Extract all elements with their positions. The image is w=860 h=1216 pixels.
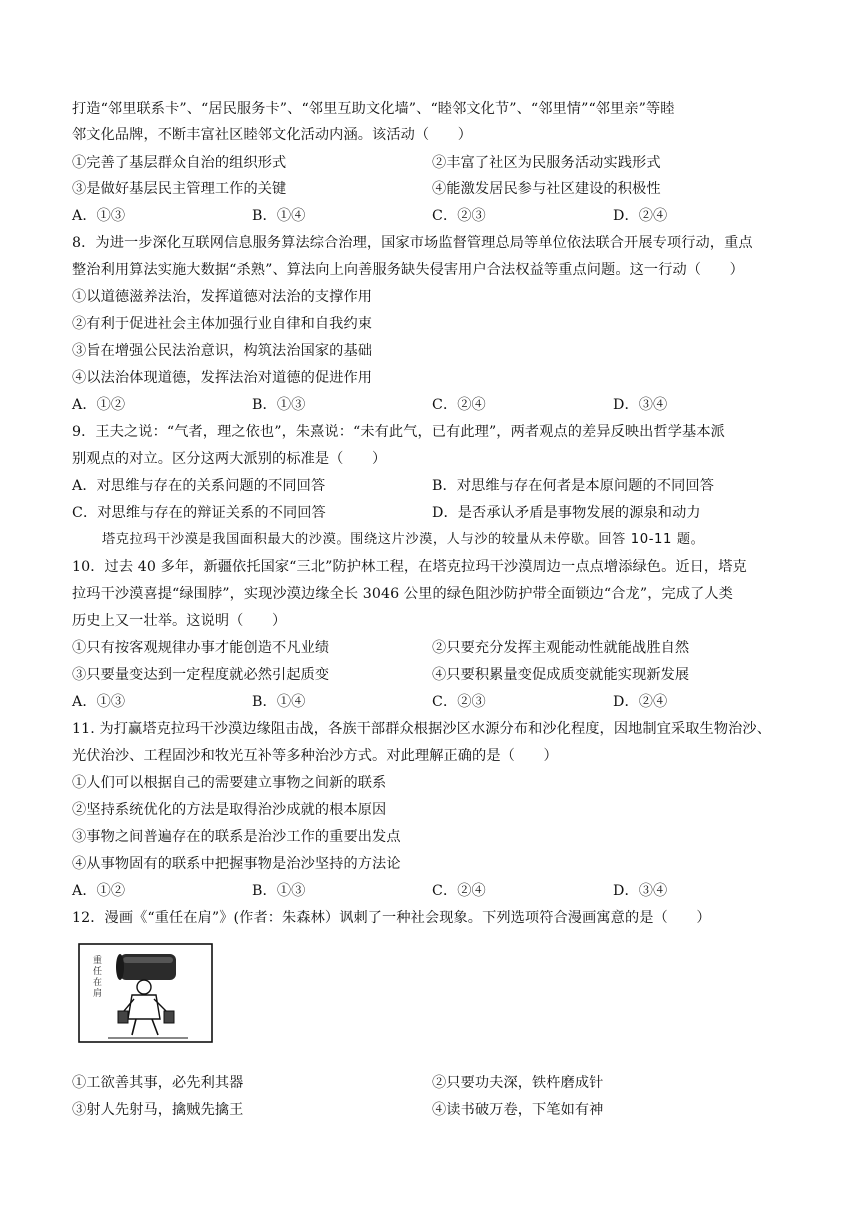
q12-statement-1: ①工欲善其事，必先利其器 [72, 1075, 244, 1091]
q7-statement-1: ①完善了基层群众自治的组织形式 [72, 155, 287, 171]
q8-statement-4: ④以法治体现道德，发挥法治对道德的促进作用 [72, 370, 373, 386]
q8-option-c: C．②④ [432, 397, 486, 413]
q10-statement-1: ①只有按客观规律办事才能创造不凡业绩 [72, 640, 330, 656]
q11-statement-2: ②坚持系统优化的方法是取得治沙成就的根本原因 [72, 802, 387, 818]
q9-option-b: B．对思维与存在何者是本原问题的不同回答 [432, 478, 714, 494]
q7-option-a: A．①③ [72, 208, 126, 224]
q9-option-c: C．对思维与存在的辩证关系的不同回答 [72, 505, 326, 521]
q7-stem-line1: 打造“邻里联系卡”、“居民服务卡”、“邻里互助文化墙”、“睦邻文化节”、“邻里情”“邻里亲”等睦 [72, 101, 675, 117]
svg-text:重任在肩: 重任在肩 [93, 956, 103, 999]
q9-option-a: A．对思维与存在的关系问题的不同回答 [72, 478, 326, 494]
q10-statement-2: ②只要充分发挥主观能动性就能战胜自然 [432, 640, 690, 656]
q7-option-d: D．②④ [613, 208, 668, 224]
q10-option-b: B．①④ [252, 694, 306, 710]
q11-statement-3: ③事物之间普遍存在的联系是治沙工作的重要出发点 [72, 829, 401, 845]
q8-stem-line2: 整治利用算法实施大数据“杀熟”、算法向上向善服务缺失侵害用户合法权益等重点问题。这一行动（ ） [72, 262, 744, 278]
q8-option-a: A．①② [72, 397, 126, 413]
q8-statement-2: ②有利于促进社会主体加强行业自律和自我约束 [72, 316, 373, 332]
q7-statement-4: ④能激发居民参与社区建设的积极性 [432, 181, 661, 197]
q10-stem-line2: 拉玛干沙漠喜提“绿围脖”，实现沙漠边缘全长 3046 公里的绿色阻沙防护带全面锁边“合龙”，完成了人类 [72, 586, 733, 602]
q12-statement-4: ④读书破万卷，下笔如有神 [432, 1102, 604, 1118]
q11-stem-line2: 光伏治沙、工程固沙和牧光互补等多种治沙方式。对此理解正确的是（ ） [72, 748, 558, 764]
q11-option-b: B．①③ [252, 883, 306, 899]
q9-stem-line2: 别观点的对立。区分这两大派别的标准是（ ） [72, 451, 387, 467]
q10-option-a: A．①③ [72, 694, 126, 710]
q10-statement-4: ④只要积累量变促成质变就能实现新发展 [432, 667, 690, 683]
q11-option-d: D．③④ [613, 883, 668, 899]
cartoon-illustration [78, 943, 213, 1043]
q11-statement-4: ④从事物固有的联系中把握事物是治沙坚持的方法论 [72, 856, 401, 872]
q11-option-a: A．①② [72, 883, 126, 899]
q8-option-b: B．①③ [252, 397, 306, 413]
q12-stem-line1: 12．漫画《“重任在肩”》(作者：朱森林）讽刺了一种社会现象。下列选项符合漫画寓意的是（ ） [72, 910, 711, 926]
q10-option-c: C．②③ [432, 694, 486, 710]
q10-statement-3: ③只要量变达到一定程度就必然引起质变 [72, 667, 330, 683]
q7-statement-3: ③是做好基层民主管理工作的关键 [72, 181, 287, 197]
q7-option-b: B．①④ [252, 208, 306, 224]
q11-option-c: C．②④ [432, 883, 486, 899]
q8-statement-1: ①以道德滋养法治，发挥道德对法治的支撑作用 [72, 289, 373, 305]
q7-stem-line2: 邻文化品牌，不断丰富社区睦邻文化活动内涵。该活动（ ） [72, 127, 473, 143]
q11-statement-1: ①人们可以根据自己的需要建立事物之间新的联系 [72, 775, 387, 791]
q12-statement-2: ②只要功夫深，铁杵磨成针 [432, 1075, 604, 1091]
q8-statement-3: ③旨在增强公民法治意识，构筑法治国家的基础 [72, 343, 373, 359]
q10-stem-line1: 10．过去 40 多年，新疆依托国家“三北”防护林工程，在塔克拉玛干沙漠周边一点点增添绿色。近日，塔克 [72, 559, 747, 575]
q10-stem-line3: 历史上又一壮举。这说明（ ） [72, 613, 287, 629]
q7-option-c: C．②③ [432, 208, 486, 224]
cartoon-caption [93, 954, 102, 999]
q9-option-d: D．是否承认矛盾是事物发展的源泉和动力 [432, 505, 701, 521]
q8-stem-line1: 8．为进一步深化互联网信息服务算法综合治理，国家市场监督管理总局等单位依法联合开展专项行动，重点 [72, 235, 753, 251]
q7-statement-2: ②丰富了社区为民服务活动实践形式 [432, 155, 661, 171]
q9-stem-line1: 9．王夫之说：“气者，理之依也”，朱熹说：“未有此气，已有此理”，两者观点的差异反映出哲学基本派 [72, 424, 725, 440]
q12-statement-3: ③射人先射马，擒贼先擒王 [72, 1102, 244, 1118]
q11-stem-line1: 11. 为打赢塔克拉玛干沙漠边缘阻击战，各族干部群众根据沙区水源分布和沙化程度，因地制宜采取生物治沙、 [72, 721, 771, 737]
q8-option-d: D．③④ [613, 397, 668, 413]
q10-option-d: D．②④ [613, 694, 668, 710]
q10-11-intro: 塔克拉玛干沙漠是我国面积最大的沙漠。围绕这片沙漠，人与沙的较量从未停歇。回答 10-11 题。 [102, 532, 705, 547]
